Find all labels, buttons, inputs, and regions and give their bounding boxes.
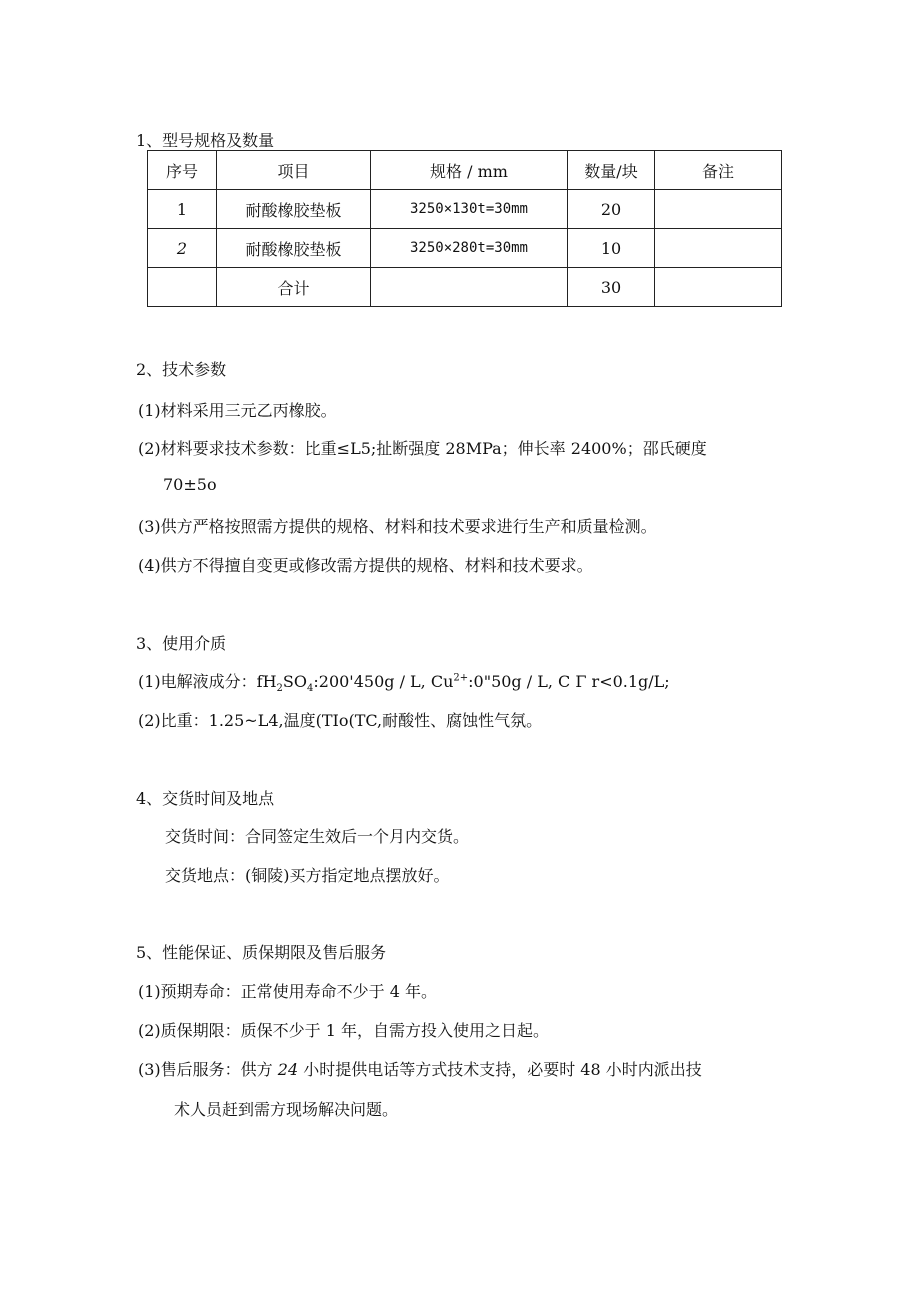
header-note: 备注 — [655, 151, 782, 190]
section1-heading: 1、型号规格及数量 — [136, 131, 275, 150]
spec-table — [147, 150, 782, 307]
service-item-2: (2)质保期限：质保不少于 1 年，自需方投入使用之日起。 — [138, 1021, 550, 1040]
tech-param-2-cont: 70±5o — [163, 475, 217, 494]
total-qty: 30 — [568, 268, 655, 307]
total-label: 合计 — [217, 268, 371, 307]
section4-heading: 4、交货时间及地点 — [136, 789, 275, 808]
service-item-3: (3)售后服务：供方 24 小时提供电话等方式技术支持，必要时 48 小时内派出技 — [138, 1060, 702, 1079]
service-item-1: (1)预期寿命：正常使用寿命不少于 4 年。 — [138, 982, 438, 1001]
row-no: 1 — [148, 190, 217, 229]
table-header-row — [148, 151, 782, 190]
row-no: 2 — [148, 229, 217, 268]
tech-param-1: (1)材料采用三元乙丙橡胶。 — [138, 401, 337, 420]
row-note — [655, 229, 782, 268]
table-total-row — [148, 268, 782, 307]
table-row — [148, 229, 782, 268]
row-spec: 3250×280t=30mm — [371, 229, 568, 268]
tech-param-2: (2)材料要求技术参数：比重≤L5;扯断强度 28MPa；伸长率 2400%；邵氏硬度 — [138, 439, 707, 458]
tech-param-4: (4)供方不得擅自变更或修改需方提供的规格、材料和技术要求。 — [138, 556, 593, 575]
service-item-3-cont: 术人员赶到需方现场解决问题。 — [174, 1100, 399, 1119]
table-row — [148, 190, 782, 229]
section5-heading: 5、性能保证、质保期限及售后服务 — [136, 943, 387, 962]
row-item: 耐酸橡胶垫板 — [217, 229, 371, 268]
row-qty: 10 — [568, 229, 655, 268]
medium-item-1: (1)电解液成分：$fH_2SO_4:200'450g$ / L, $Cu^{2+}:0"50g$ / L, C Γ r<0.1g/L; — [138, 672, 670, 695]
header-spec: 规格 / mm — [371, 151, 568, 190]
row-note — [655, 190, 782, 229]
row-item: 耐酸橡胶垫板 — [217, 190, 371, 229]
section3-heading: 3、使用介质 — [136, 634, 227, 653]
delivery-place: 交货地点：(铜陵)买方指定地点摆放好。 — [165, 866, 450, 885]
header-qty: 数量/块 — [568, 151, 655, 190]
tech-param-3: (3)供方严格按照需方提供的规格、材料和技术要求进行生产和质量检测。 — [138, 517, 657, 536]
section2-heading: 2、技术参数 — [136, 360, 227, 379]
delivery-time: 交货时间：合同签定生效后一个月内交货。 — [165, 827, 470, 846]
medium-item-2: (2)比重：1.25~L4,温度(TIo(TC,耐酸性、腐蚀性气氛。 — [138, 711, 543, 730]
row-spec: 3250×130t=30mm — [371, 190, 568, 229]
header-item: 项目 — [217, 151, 371, 190]
row-qty: 20 — [568, 190, 655, 229]
header-no: 序号 — [148, 151, 217, 190]
